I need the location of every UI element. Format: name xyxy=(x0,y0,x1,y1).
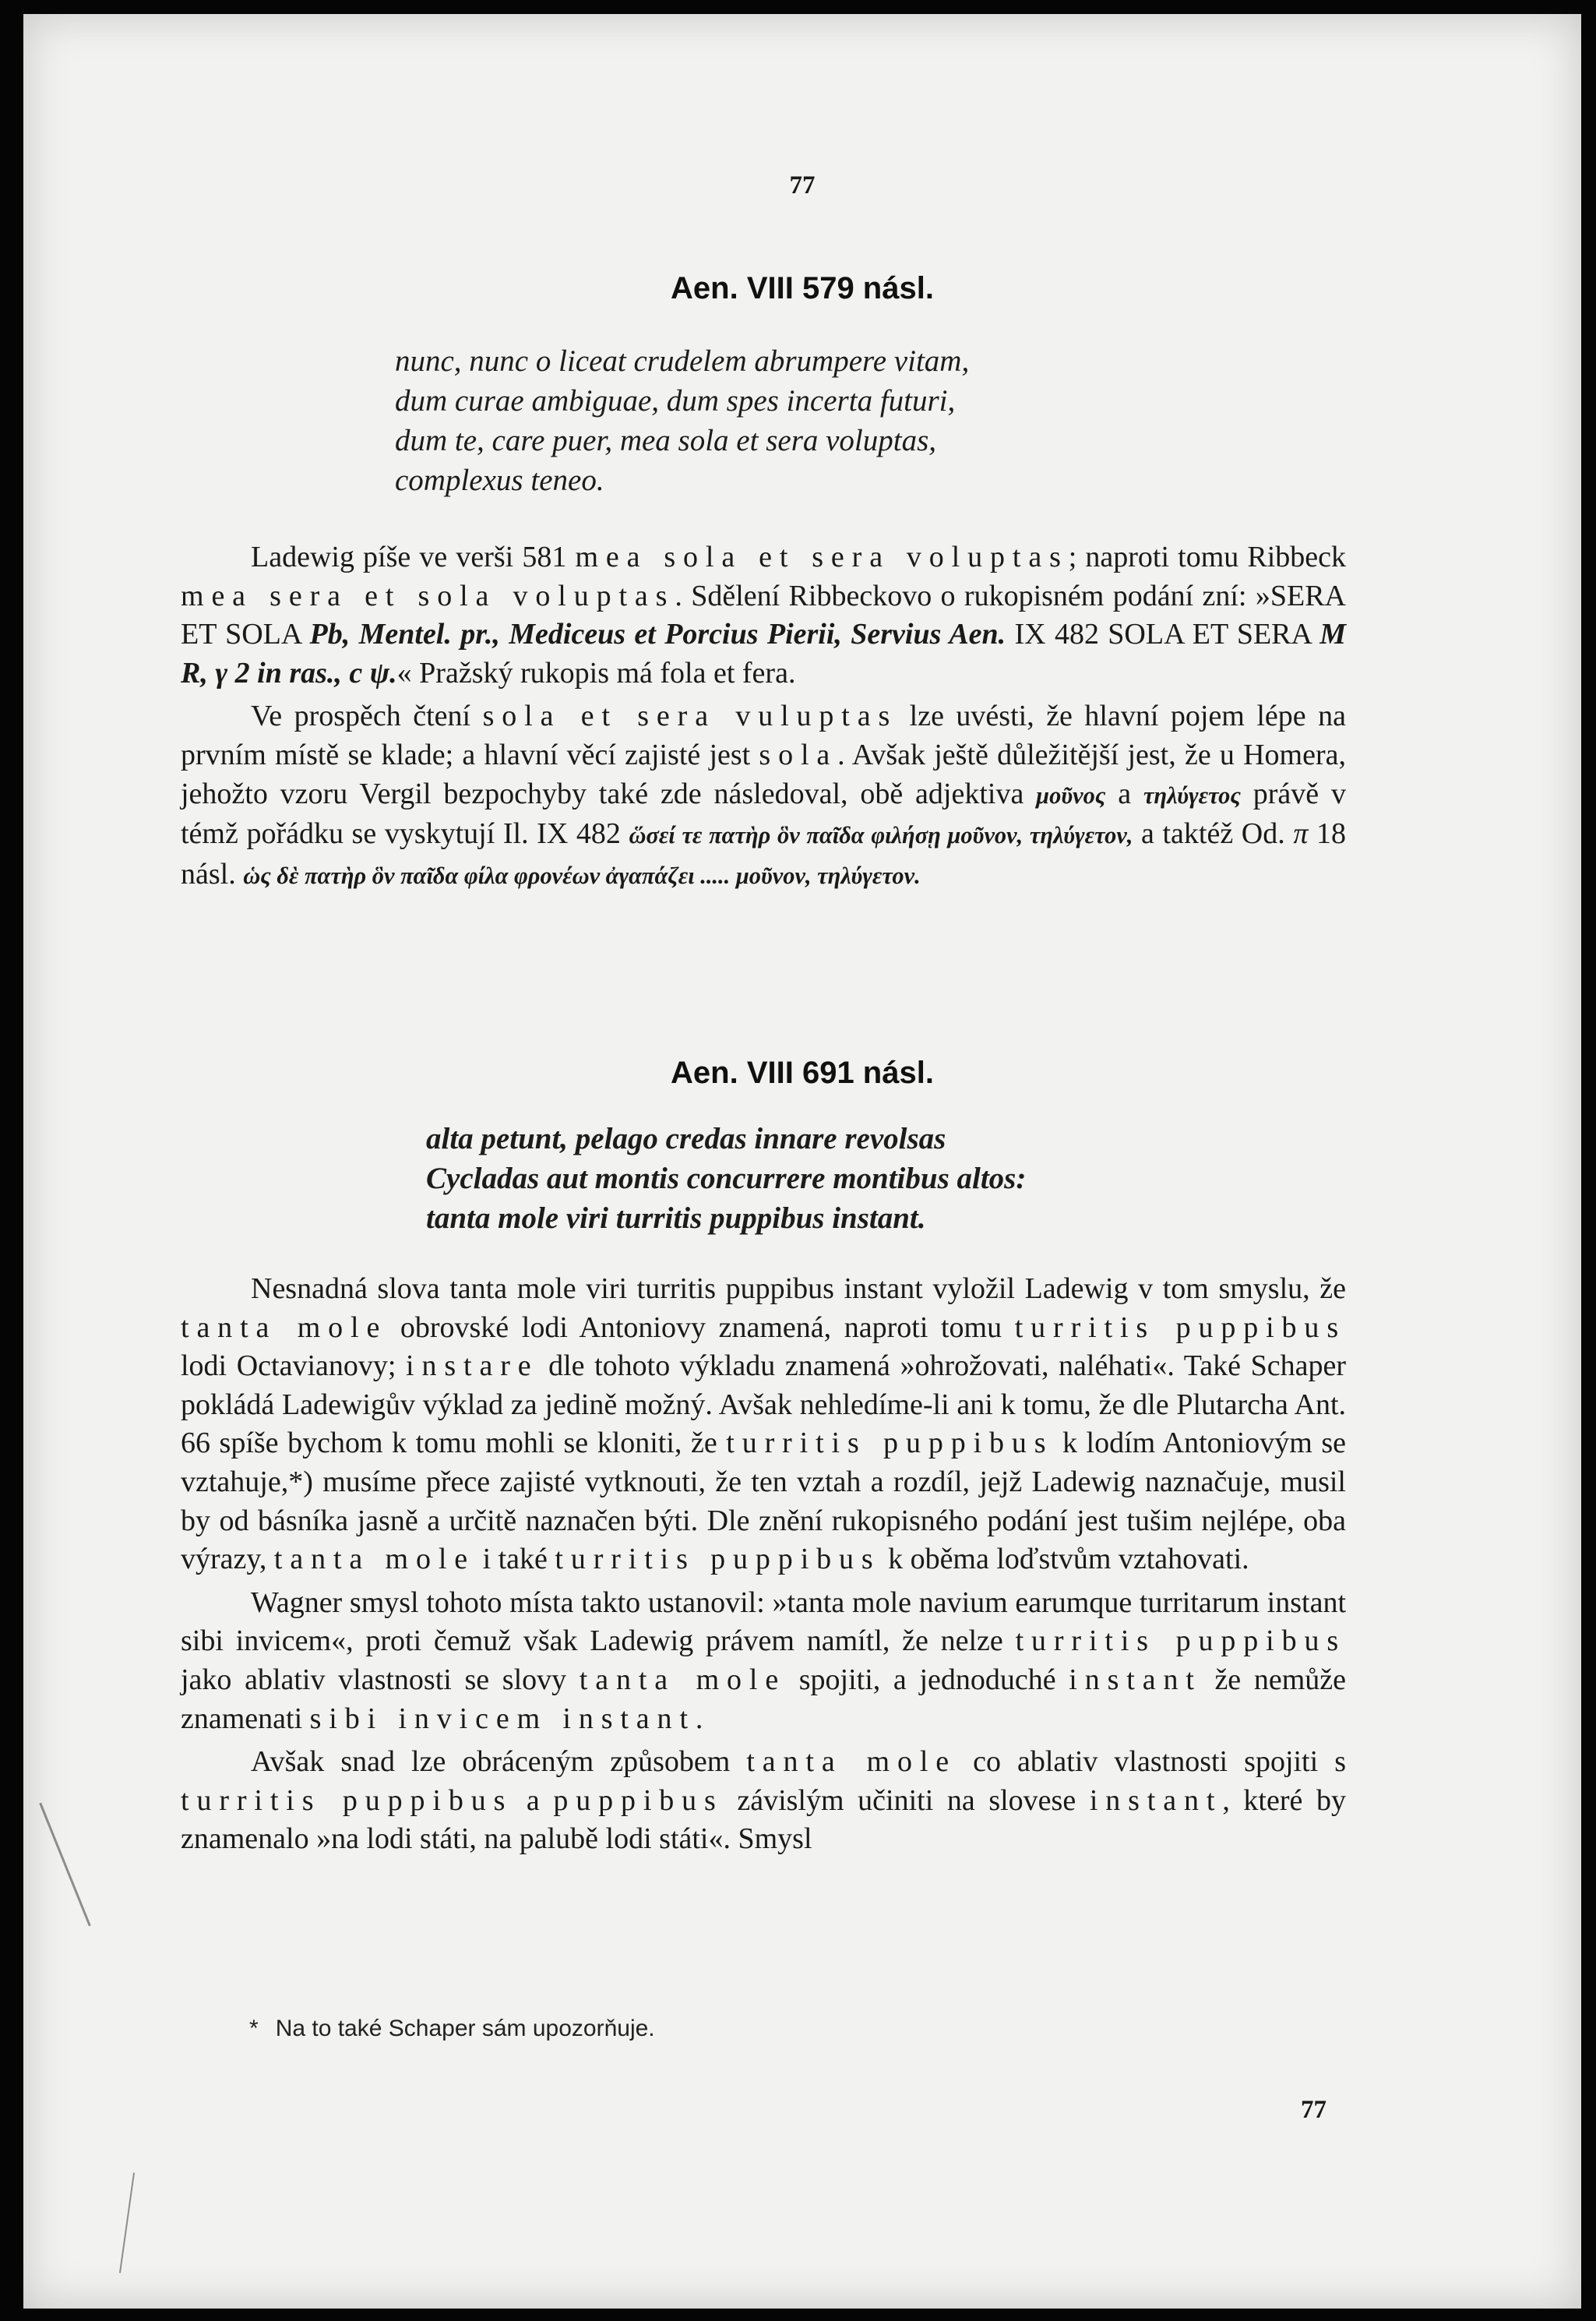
section-heading-2: Aen. VIII 691 násl. xyxy=(671,1056,934,1090)
paragraph: Ve prospěch čtení sola et sera vuluptas lze uvésti, že hlavní pojem lépe na prvním místě se klade; a hlavní věcí zajisté jest sola. Avšak ještě důležitější jest, že u Homera, jehožto vzoru Vergil bezpochyby také zde následoval, obě adjektiva μοῦνος a τηλύγετος právě v témž pořádku se vyskytují Il. IX 482 ὥσεί τε πατὴρ ὃν παῖδα φιλήσῃ μοῦνον, τηλύγετον, a taktéž Od. π 18 násl. ὡς δὲ πατὴρ ὃν παῖδα φίλα φρονέων ἀγαπάζει ..... μοῦνον, τηλύγετον. xyxy=(181,700,1347,891)
verse-line: nunc, nunc o liceat crudelem abrumpere vitam, xyxy=(395,344,970,378)
footnote xyxy=(249,2016,655,2042)
paragraph: Ladewig píše ve verši 581 mea sola et sera voluptas; naproti tomu Ribbeck mea sera et sola voluptas. Sdělení Ribbeckovo o rukopisném podání zní: »SERA ET SOLA Pb, Mentel. pr., Mediceus et Porcius Pierii, Servius Aen. IX 482 SOLA ET SERA M R, γ 2 in ras., c ψ.« Pražský rukopis má fola et fera. xyxy=(181,541,1347,690)
section-1-text xyxy=(181,538,1346,895)
paragraph: Wagner smysl tohoto místa takto ustanovil: »tanta mole navium earumque turritarum instant sibi invicem«, proti čemuž však Ladewig právem namítl, že nelze turritis puppibus jako ablativ vlastnosti se slovy tanta mole spojiti, a jednoduché instant že nemůže znamenati sibi invicem instant. xyxy=(181,1586,1346,1735)
page-number-bottom: 77 xyxy=(1301,2096,1326,2124)
verse-line: alta petunt, pelago credas innare revolsas xyxy=(426,1122,946,1155)
scan-scratch-mark xyxy=(119,2172,135,2273)
verse-block-1 xyxy=(395,341,1330,500)
paragraph: Nesnadná slova tanta mole viri turritis puppibus instant vyložil Ladewig v tom smyslu, že tanta mole obrovské lodi Antoniovy znamená, naproti tomu turritis puppibus lodi Octavianovy; instare dle tohoto výkladu znamená »ohrožovati, naléhati«. Také Schaper pokládá Ladewigův výklad za jedině možný. Avšak nehledíme-li ani k tomu, že dle Plutarcha Ant. 66 spíše bychom k tomu mohli se kloniti, že turritis puppibus k lodím Antoniovým se vztahuje,*) musíme přece zajisté vytknouti, že ten vztah a rozdíl, jejž Ladewig naznačuje, musil by od básníka jasně a určitě naznačen býti. Dle znění rukopisného podání jest tušim nejlépe, oba výrazy, tanta mole i také turritis puppibus k oběma loďstvům vztahovati. xyxy=(181,1272,1346,1576)
section-heading-1: Aen. VIII 579 násl. xyxy=(671,271,934,305)
verse-line: dum curae ambiguae, dum spes incerta futuri, xyxy=(395,384,956,418)
verse-line: complexus teneo. xyxy=(395,464,604,497)
verse-block-2 xyxy=(426,1119,1361,1238)
verse-line: tanta mole viri turritis puppibus instant. xyxy=(426,1201,926,1235)
book-page xyxy=(23,14,1581,2309)
section-2-text xyxy=(181,1270,1346,1859)
verse-line: dum te, care puer, mea sola et sera voluptas, xyxy=(395,424,937,457)
footnote-mark: * xyxy=(249,2016,259,2041)
footnote-text: Na to také Schaper sám upozorňuje. xyxy=(275,2016,655,2041)
page-number-top: 77 xyxy=(789,171,816,199)
scan-scratch-mark xyxy=(39,1803,90,1927)
paragraph: Avšak snad lze obráceným způsobem tanta mole co ablativ vlastnosti spojiti s turritis puppibus a puppibus závislým učiniti na slovese instant, které by znamenalo »na lodi státi, na palubě lodi státi«. Smysl xyxy=(181,1745,1347,1856)
verse-line: Cycladas aut montis concurrere montibus altos: xyxy=(426,1162,1027,1195)
